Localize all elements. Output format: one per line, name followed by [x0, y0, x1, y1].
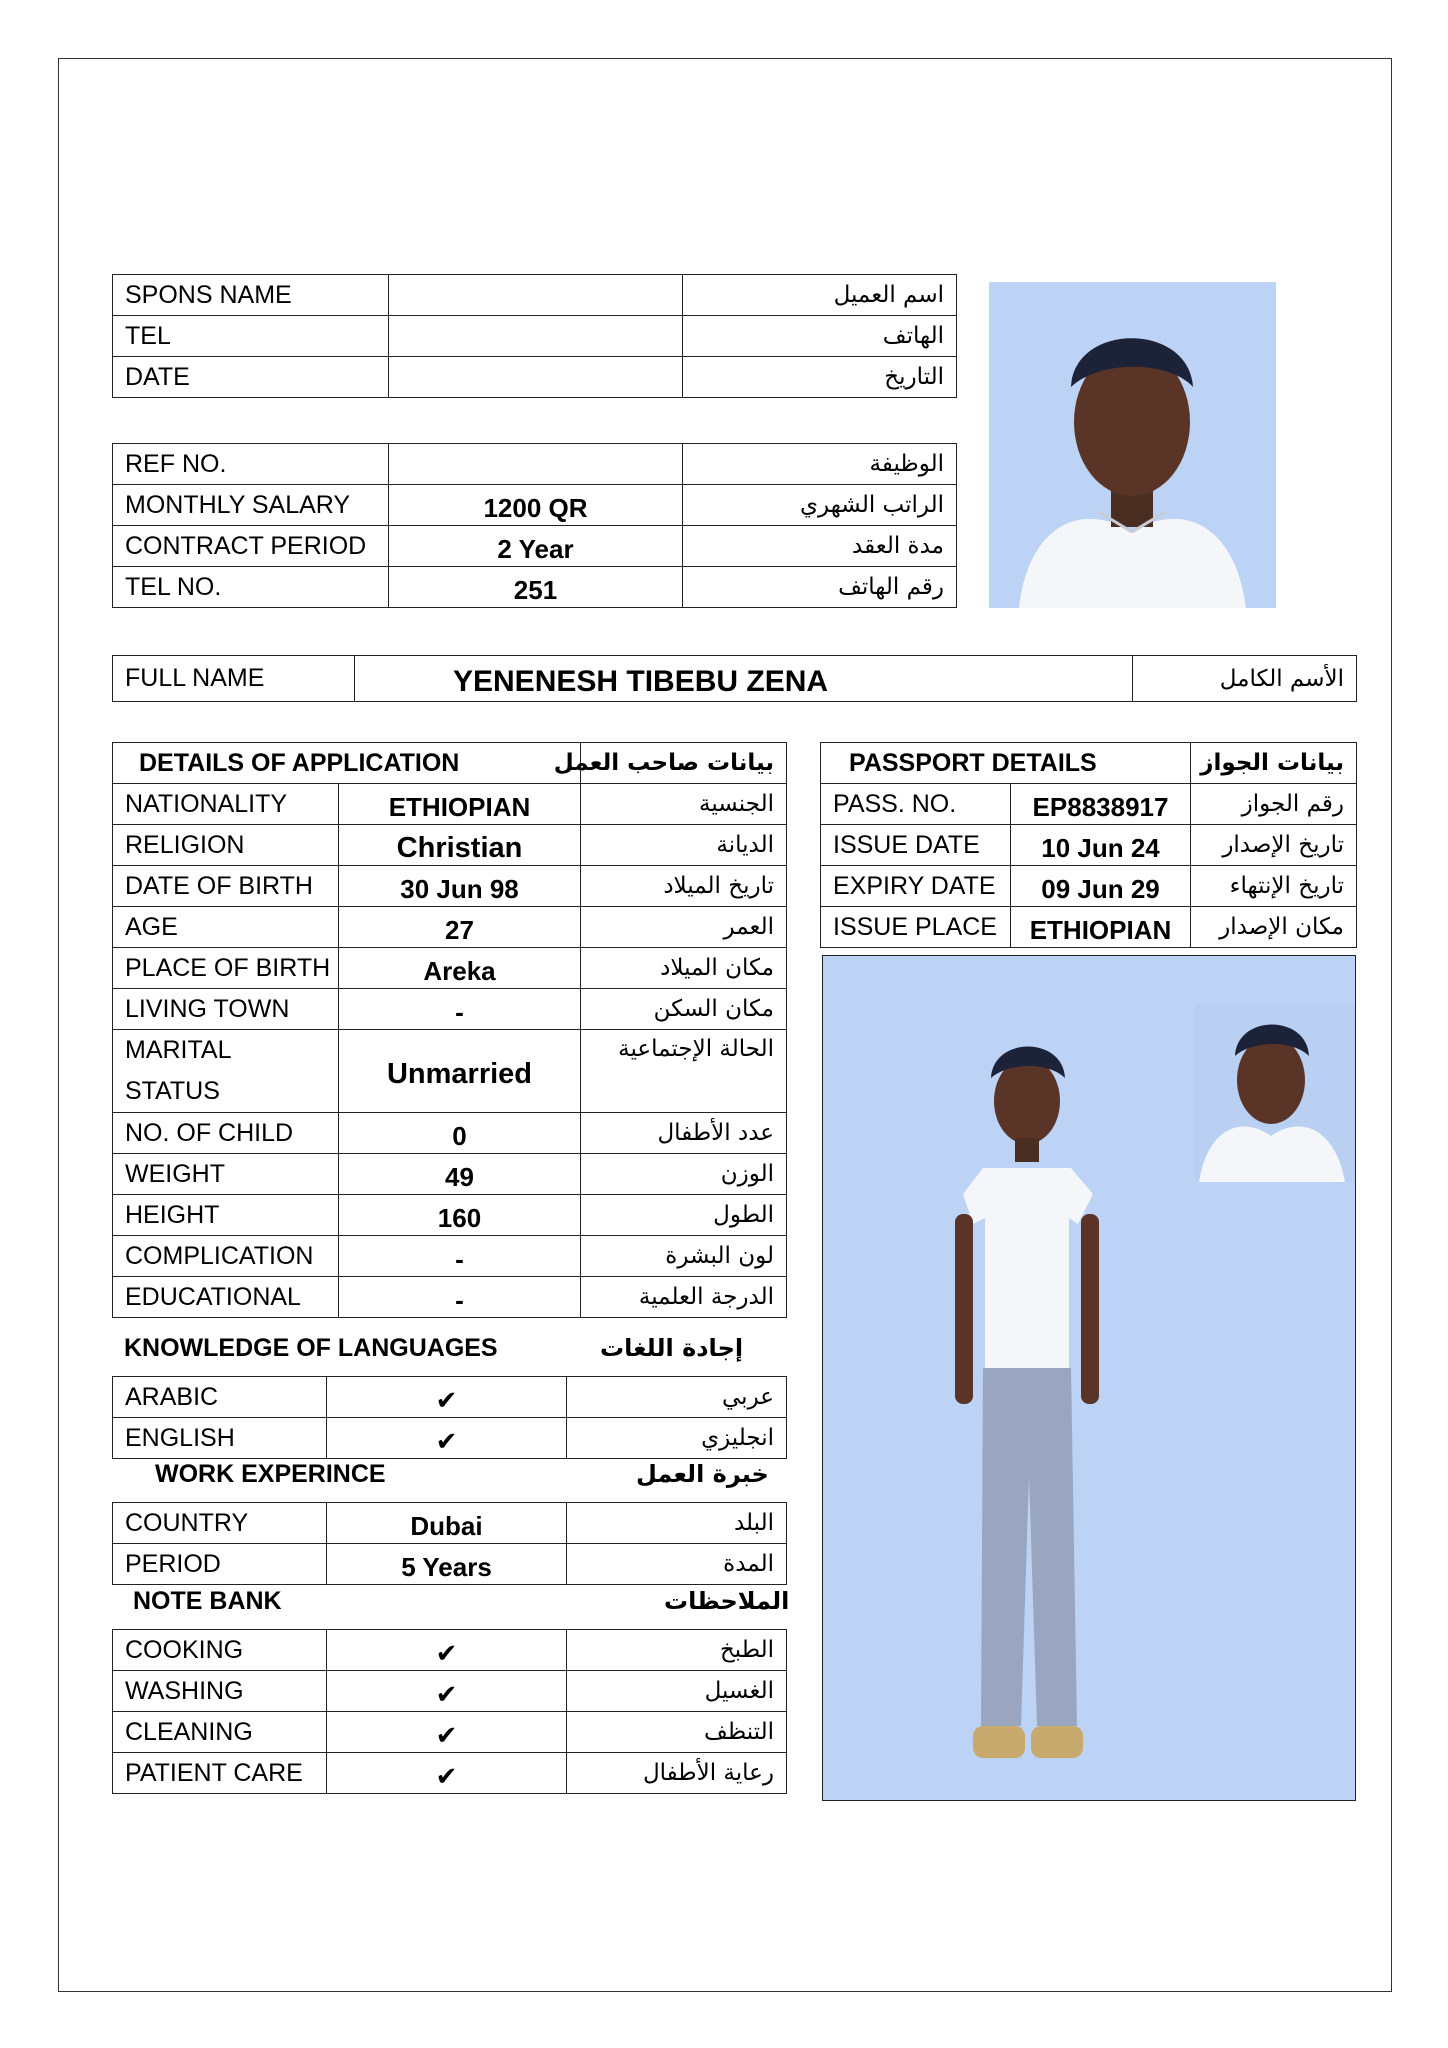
full-body-figure	[823, 956, 1354, 1799]
table-row	[113, 1113, 787, 1154]
row-label: EDUCATIONAL	[113, 1277, 339, 1318]
portrait-photo	[989, 282, 1276, 608]
languages-table	[112, 1376, 787, 1459]
application-title-ar: بيانات صاحب العمل	[581, 743, 787, 784]
row-label-ar: الراتب الشهري	[683, 485, 957, 526]
section-header	[821, 743, 1357, 784]
table-row	[113, 825, 787, 866]
marital-label-line2: STATUS	[125, 1077, 220, 1105]
table-row	[821, 907, 1357, 948]
tel-value: 251	[389, 567, 683, 608]
row-label: EXPIRY DATE	[821, 866, 1011, 907]
row-label-ar: البلد	[567, 1503, 787, 1544]
row-label-ar: عدد الأطفال	[581, 1113, 787, 1154]
nationality-value: ETHIOPIAN	[339, 784, 581, 825]
row-label: SPONS NAME	[113, 275, 389, 316]
row-label: PASS. NO.	[821, 784, 1011, 825]
table-row	[113, 656, 1357, 702]
table-row	[113, 357, 957, 398]
table-row	[113, 1630, 787, 1671]
table-row	[113, 1154, 787, 1195]
row-label-ar: تاريخ الميلاد	[581, 866, 787, 907]
table-row	[113, 316, 957, 357]
table-row	[113, 989, 787, 1030]
row-label-ar: الطبخ	[567, 1630, 787, 1671]
row-label-ar: الحالة الإجتماعية	[581, 1030, 787, 1113]
portrait-figure	[989, 282, 1276, 608]
issue-date-value: 10 Jun 24	[1011, 825, 1191, 866]
table-row	[113, 1195, 787, 1236]
row-label: NATIONALITY	[113, 784, 339, 825]
row-label: RELIGION	[113, 825, 339, 866]
row-value	[389, 357, 683, 398]
marital-value: Unmarried	[339, 1030, 581, 1113]
row-label: COUNTRY	[113, 1503, 327, 1544]
application-title: DETAILS OF APPLICATION	[113, 743, 581, 784]
notes-title-ar: الملاحظات	[664, 1587, 790, 1615]
table-row	[113, 1236, 787, 1277]
table-row	[113, 1671, 787, 1712]
dob-value: 30 Jun 98	[339, 866, 581, 907]
section-header	[113, 743, 787, 784]
salary-value: 1200 QR	[389, 485, 683, 526]
job-table	[112, 443, 957, 608]
row-label: CLEANING	[113, 1712, 327, 1753]
row-label-ar: الهاتف	[683, 316, 957, 357]
row-label: ISSUE DATE	[821, 825, 1011, 866]
height-value: 160	[339, 1195, 581, 1236]
row-label-ar: مدة العقد	[683, 526, 957, 567]
languages-title-ar: إجادة اللغات	[600, 1334, 744, 1362]
row-label-ar: الوظيفة	[683, 444, 957, 485]
row-label-ar: التنظف	[567, 1712, 787, 1753]
row-label: REF NO.	[113, 444, 389, 485]
row-label-ar: مكان الإصدار	[1191, 907, 1357, 948]
row-label-ar: الدرجة العلمية	[581, 1277, 787, 1318]
table-row	[113, 444, 957, 485]
row-label: PERIOD	[113, 1544, 327, 1585]
birthplace-value: Areka	[339, 948, 581, 989]
row-label-ar: الوزن	[581, 1154, 787, 1195]
row-label: WEIGHT	[113, 1154, 339, 1195]
row-label-ar: مكان الميلاد	[581, 948, 787, 989]
table-row	[821, 825, 1357, 866]
row-value	[389, 444, 683, 485]
notes-table	[112, 1629, 787, 1794]
row-label-ar: رقم الجواز	[1191, 784, 1357, 825]
period-value: 5 Years	[327, 1544, 567, 1585]
table-row	[821, 866, 1357, 907]
table-row	[113, 907, 787, 948]
passport-number-value: EP8838917	[1011, 784, 1191, 825]
sponsor-table	[112, 274, 957, 398]
row-label-ar: مكان السكن	[581, 989, 787, 1030]
row-label: DATE	[113, 357, 389, 398]
age-value: 27	[339, 907, 581, 948]
table-row	[113, 275, 957, 316]
notes-title: NOTE BANK	[133, 1587, 282, 1615]
row-label-ar: الطول	[581, 1195, 787, 1236]
application-table	[112, 742, 787, 1318]
table-row	[113, 1544, 787, 1585]
table-row	[113, 1503, 787, 1544]
full-name-label: FULL NAME	[113, 656, 355, 702]
table-row	[113, 485, 957, 526]
full-name-table	[112, 655, 1357, 702]
expiry-date-value: 09 Jun 29	[1011, 866, 1191, 907]
row-label-ar: الجنسية	[581, 784, 787, 825]
row-label-ar: انجليزي	[567, 1418, 787, 1459]
full-body-photo	[822, 955, 1356, 1801]
row-label: NO. OF CHILD	[113, 1113, 339, 1154]
religion-value: Christian	[339, 825, 581, 866]
row-label-ar: تاريخ الإنتهاء	[1191, 866, 1357, 907]
table-row	[113, 866, 787, 907]
weight-value: 49	[339, 1154, 581, 1195]
row-label-ar: تاريخ الإصدار	[1191, 825, 1357, 866]
table-row	[113, 948, 787, 989]
row-value	[389, 275, 683, 316]
passport-table	[820, 742, 1357, 948]
experience-table	[112, 1502, 787, 1585]
row-label: ENGLISH	[113, 1418, 327, 1459]
education-value: -	[339, 1277, 581, 1318]
issue-place-value: ETHIOPIAN	[1011, 907, 1191, 948]
table-row	[113, 1277, 787, 1318]
row-label: PLACE OF BIRTH	[113, 948, 339, 989]
table-row	[113, 1030, 787, 1113]
full-name-value: YENENESH TIBEBU ZENA	[355, 656, 1133, 702]
row-label: WASHING	[113, 1671, 327, 1712]
row-label-ar: التاريخ	[683, 357, 957, 398]
row-label: MONTHLY SALARY	[113, 485, 389, 526]
row-label-ar: المدة	[567, 1544, 787, 1585]
row-value	[389, 316, 683, 357]
marital-label-line1: MARITAL	[125, 1036, 232, 1064]
row-label: TEL NO.	[113, 567, 389, 608]
table-row	[113, 567, 957, 608]
row-label: PATIENT CARE	[113, 1753, 327, 1794]
check-icon: ✔	[327, 1753, 567, 1794]
row-label-ar: رقم الهاتف	[683, 567, 957, 608]
row-label: AGE	[113, 907, 339, 948]
row-label: TEL	[113, 316, 389, 357]
complication-value: -	[339, 1236, 581, 1277]
row-label-ar: اسم العميل	[683, 275, 957, 316]
row-label-ar: رعاية الأطفال	[567, 1753, 787, 1794]
row-label: ARABIC	[113, 1377, 327, 1418]
table-row	[113, 526, 957, 567]
contract-value: 2 Year	[389, 526, 683, 567]
row-label-ar: لون البشرة	[581, 1236, 787, 1277]
row-label: CONTRACT PERIOD	[113, 526, 389, 567]
check-icon: ✔	[327, 1712, 567, 1753]
check-icon: ✔	[327, 1630, 567, 1671]
row-label: ISSUE PLACE	[821, 907, 1011, 948]
row-label: DATE OF BIRTH	[113, 866, 339, 907]
table-row	[113, 1712, 787, 1753]
row-label-ar: الديانة	[581, 825, 787, 866]
table-row	[821, 784, 1357, 825]
children-value: 0	[339, 1113, 581, 1154]
languages-title: KNOWLEDGE OF LANGUAGES	[124, 1334, 498, 1362]
full-name-label-ar: الأسم الكامل	[1133, 656, 1357, 702]
table-row	[113, 1377, 787, 1418]
country-value: Dubai	[327, 1503, 567, 1544]
passport-title-ar: بيانات الجواز	[1191, 743, 1357, 784]
row-label-ar: عربي	[567, 1377, 787, 1418]
table-row	[113, 1418, 787, 1459]
row-label: COMPLICATION	[113, 1236, 339, 1277]
row-label: COOKING	[113, 1630, 327, 1671]
row-label-ar: الغسيل	[567, 1671, 787, 1712]
row-label: LIVING TOWN	[113, 989, 339, 1030]
row-label-ar: العمر	[581, 907, 787, 948]
check-icon: ✔	[327, 1671, 567, 1712]
experience-title-ar: خبرة العمل	[636, 1460, 769, 1488]
experience-title: WORK EXPERINCE	[155, 1460, 386, 1488]
check-icon: ✔	[327, 1377, 567, 1418]
living-town-value: -	[339, 989, 581, 1030]
marital-label	[113, 1030, 339, 1113]
row-label: HEIGHT	[113, 1195, 339, 1236]
table-row	[113, 784, 787, 825]
passport-title: PASSPORT DETAILS	[821, 743, 1191, 784]
table-row	[113, 1753, 787, 1794]
check-icon: ✔	[327, 1418, 567, 1459]
